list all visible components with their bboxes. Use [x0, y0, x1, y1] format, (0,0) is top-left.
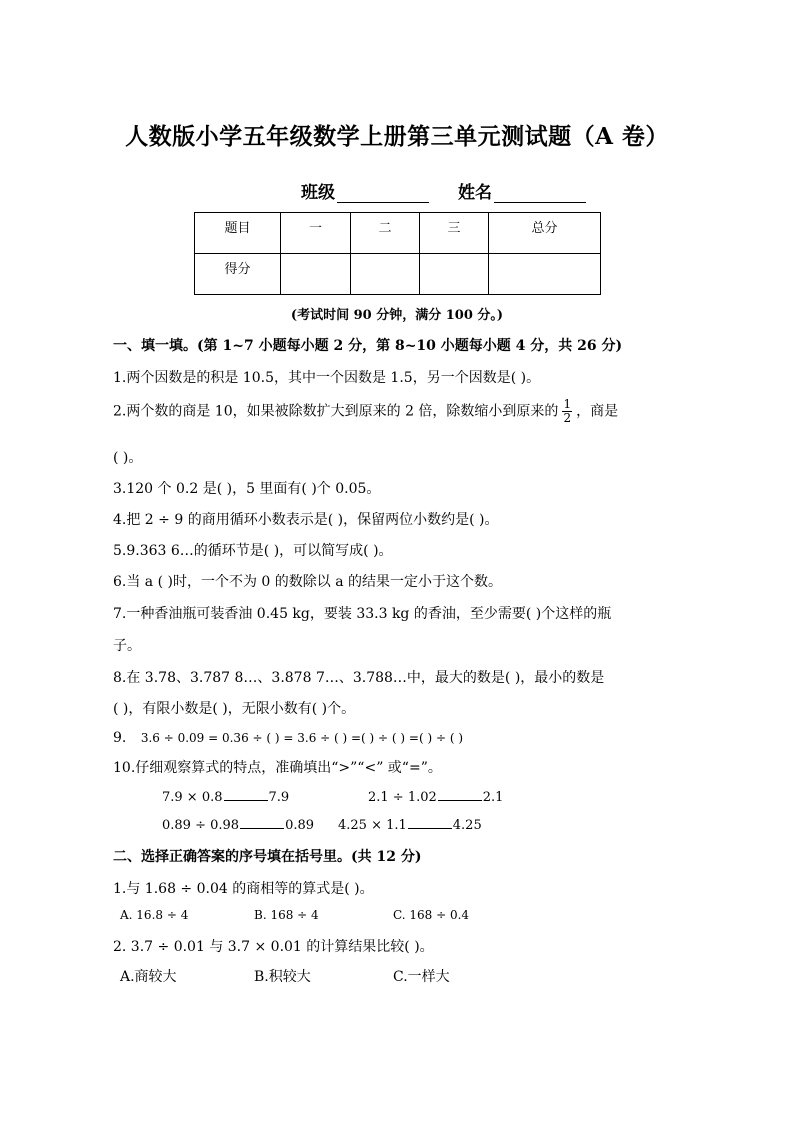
s1-q9-equation: 3.6 ÷ 0.09 = 0.36 ÷ ( ) = 3.6 ÷ ( ) =( ) ÷ ( ) =( ) ÷ ( ): [140, 731, 464, 745]
score-cell-part3[interactable]: [420, 254, 489, 295]
compare-item-4: 4.25 × 1.1 4.25: [338, 818, 482, 833]
s2-question-2: 2. 3.7 ÷ 0.01 与 3.7 × 0.01 的计算结果比较( )。: [113, 939, 434, 955]
score-header-part2: 二: [351, 213, 420, 254]
s1-question-8: 8.在 3.78、3.787 8…、3.878 7…、3.788…中，最大的数是( )，最小的数是: [113, 670, 605, 686]
s1-q2-text: 2.两个数的商是 10，如果被除数扩大到原来的 2 倍，除数缩小到原来的: [113, 403, 559, 420]
compare-item-3: 0.89 ÷ 0.98 0.89: [162, 818, 315, 833]
score-row-label: 得分: [195, 254, 281, 295]
s1-question-7: 7.一种香油瓶可装香油 0.45 kg，要装 33.3 kg 的香油，至少需要( )个这样的瓶: [113, 606, 612, 622]
s1-question-7-line2: 子。: [113, 638, 141, 654]
compare-blank-3[interactable]: [240, 816, 284, 829]
s1-q2-text-tail: ，商是: [576, 403, 619, 420]
s1-question-1: 1.两个因数是的积是 10.5，其中一个因数是 1.5，另一个因数是( )。: [113, 370, 541, 386]
s1-question-5: 5.9.363 6…的循环节是( )，可以简写成( )。: [113, 543, 393, 559]
score-cell-total[interactable]: [489, 254, 601, 295]
score-header-part3: 三: [420, 213, 489, 254]
compare-blank-2[interactable]: [438, 788, 482, 801]
compare-blank-4[interactable]: [408, 816, 452, 829]
score-header-part1: 一: [281, 213, 351, 254]
s1-q9-number: 9.: [113, 730, 127, 746]
s1-question-2-line2: ( )。: [113, 450, 143, 466]
page-title: 人数版小学五年级数学上册第三单元测试题（A 卷）: [125, 123, 669, 150]
score-header-item: 题目: [195, 213, 281, 254]
s1-question-6: 6.当 a ( )时，一个不为 0 的数除以 a 的结果一定小于这个数。: [113, 574, 503, 590]
score-table: [194, 212, 601, 295]
s1-question-8-line2: ( )，有限小数是( )，无限小数有( )个。: [113, 701, 356, 717]
score-table-header-row: [195, 213, 601, 254]
section2-heading: 二、选择正确答案的序号填在括号里。(共 12 分): [113, 849, 422, 865]
class-label: 班级: [301, 183, 335, 203]
s2-question-1: 1.与 1.68 ÷ 0.04 的商相等的算式是( )。: [113, 881, 374, 897]
section1-heading: 一、填一填。(第 1~7 小题每小题 2 分，第 8~10 小题每小题 4 分，共 26 分): [113, 338, 623, 354]
compare-item-2: 2.1 ÷ 1.02 2.1: [368, 790, 504, 805]
fraction-one-half: $\frac{1}{2}$: [563, 397, 572, 425]
class-field: [301, 178, 429, 203]
s1-question-10: 10.仔细观察算式的特点，准确填出“>”“<” 或“=”。: [113, 760, 442, 776]
score-header-total: 总分: [489, 213, 601, 254]
s2-q2-option-c[interactable]: C.一样大: [393, 969, 450, 985]
compare-blank-1[interactable]: [224, 788, 268, 801]
s1-question-9: [113, 730, 463, 746]
name-field: [458, 178, 586, 203]
s1-question-2: [113, 398, 618, 425]
score-cell-part1[interactable]: [281, 254, 351, 295]
s1-question-4: 4.把 2 ÷ 9 的商用循环小数表示是( )，保留两位小数约是( )。: [113, 512, 499, 528]
s1-question-3: 3.120 个 0.2 是( )，5 里面有( )个 0.05。: [113, 481, 381, 497]
s2-q1-option-c[interactable]: C. 168 ÷ 0.4: [393, 908, 470, 922]
class-blank[interactable]: [337, 186, 429, 203]
name-blank[interactable]: [494, 186, 586, 203]
s2-q2-option-b[interactable]: B.积较大: [254, 969, 311, 985]
exam-note: (考试时间 90 分钟，满分 100 分。): [290, 308, 504, 323]
s2-q1-option-a[interactable]: A. 16.8 ÷ 4: [120, 908, 189, 922]
s2-q2-option-a[interactable]: A.商较大: [120, 969, 177, 985]
score-table-score-row: [195, 254, 601, 295]
compare-item-1: 7.9 × 0.8 7.9: [162, 790, 290, 805]
score-cell-part2[interactable]: [351, 254, 420, 295]
s2-q1-option-b[interactable]: B. 168 ÷ 4: [254, 908, 319, 922]
name-label: 姓名: [458, 183, 492, 203]
